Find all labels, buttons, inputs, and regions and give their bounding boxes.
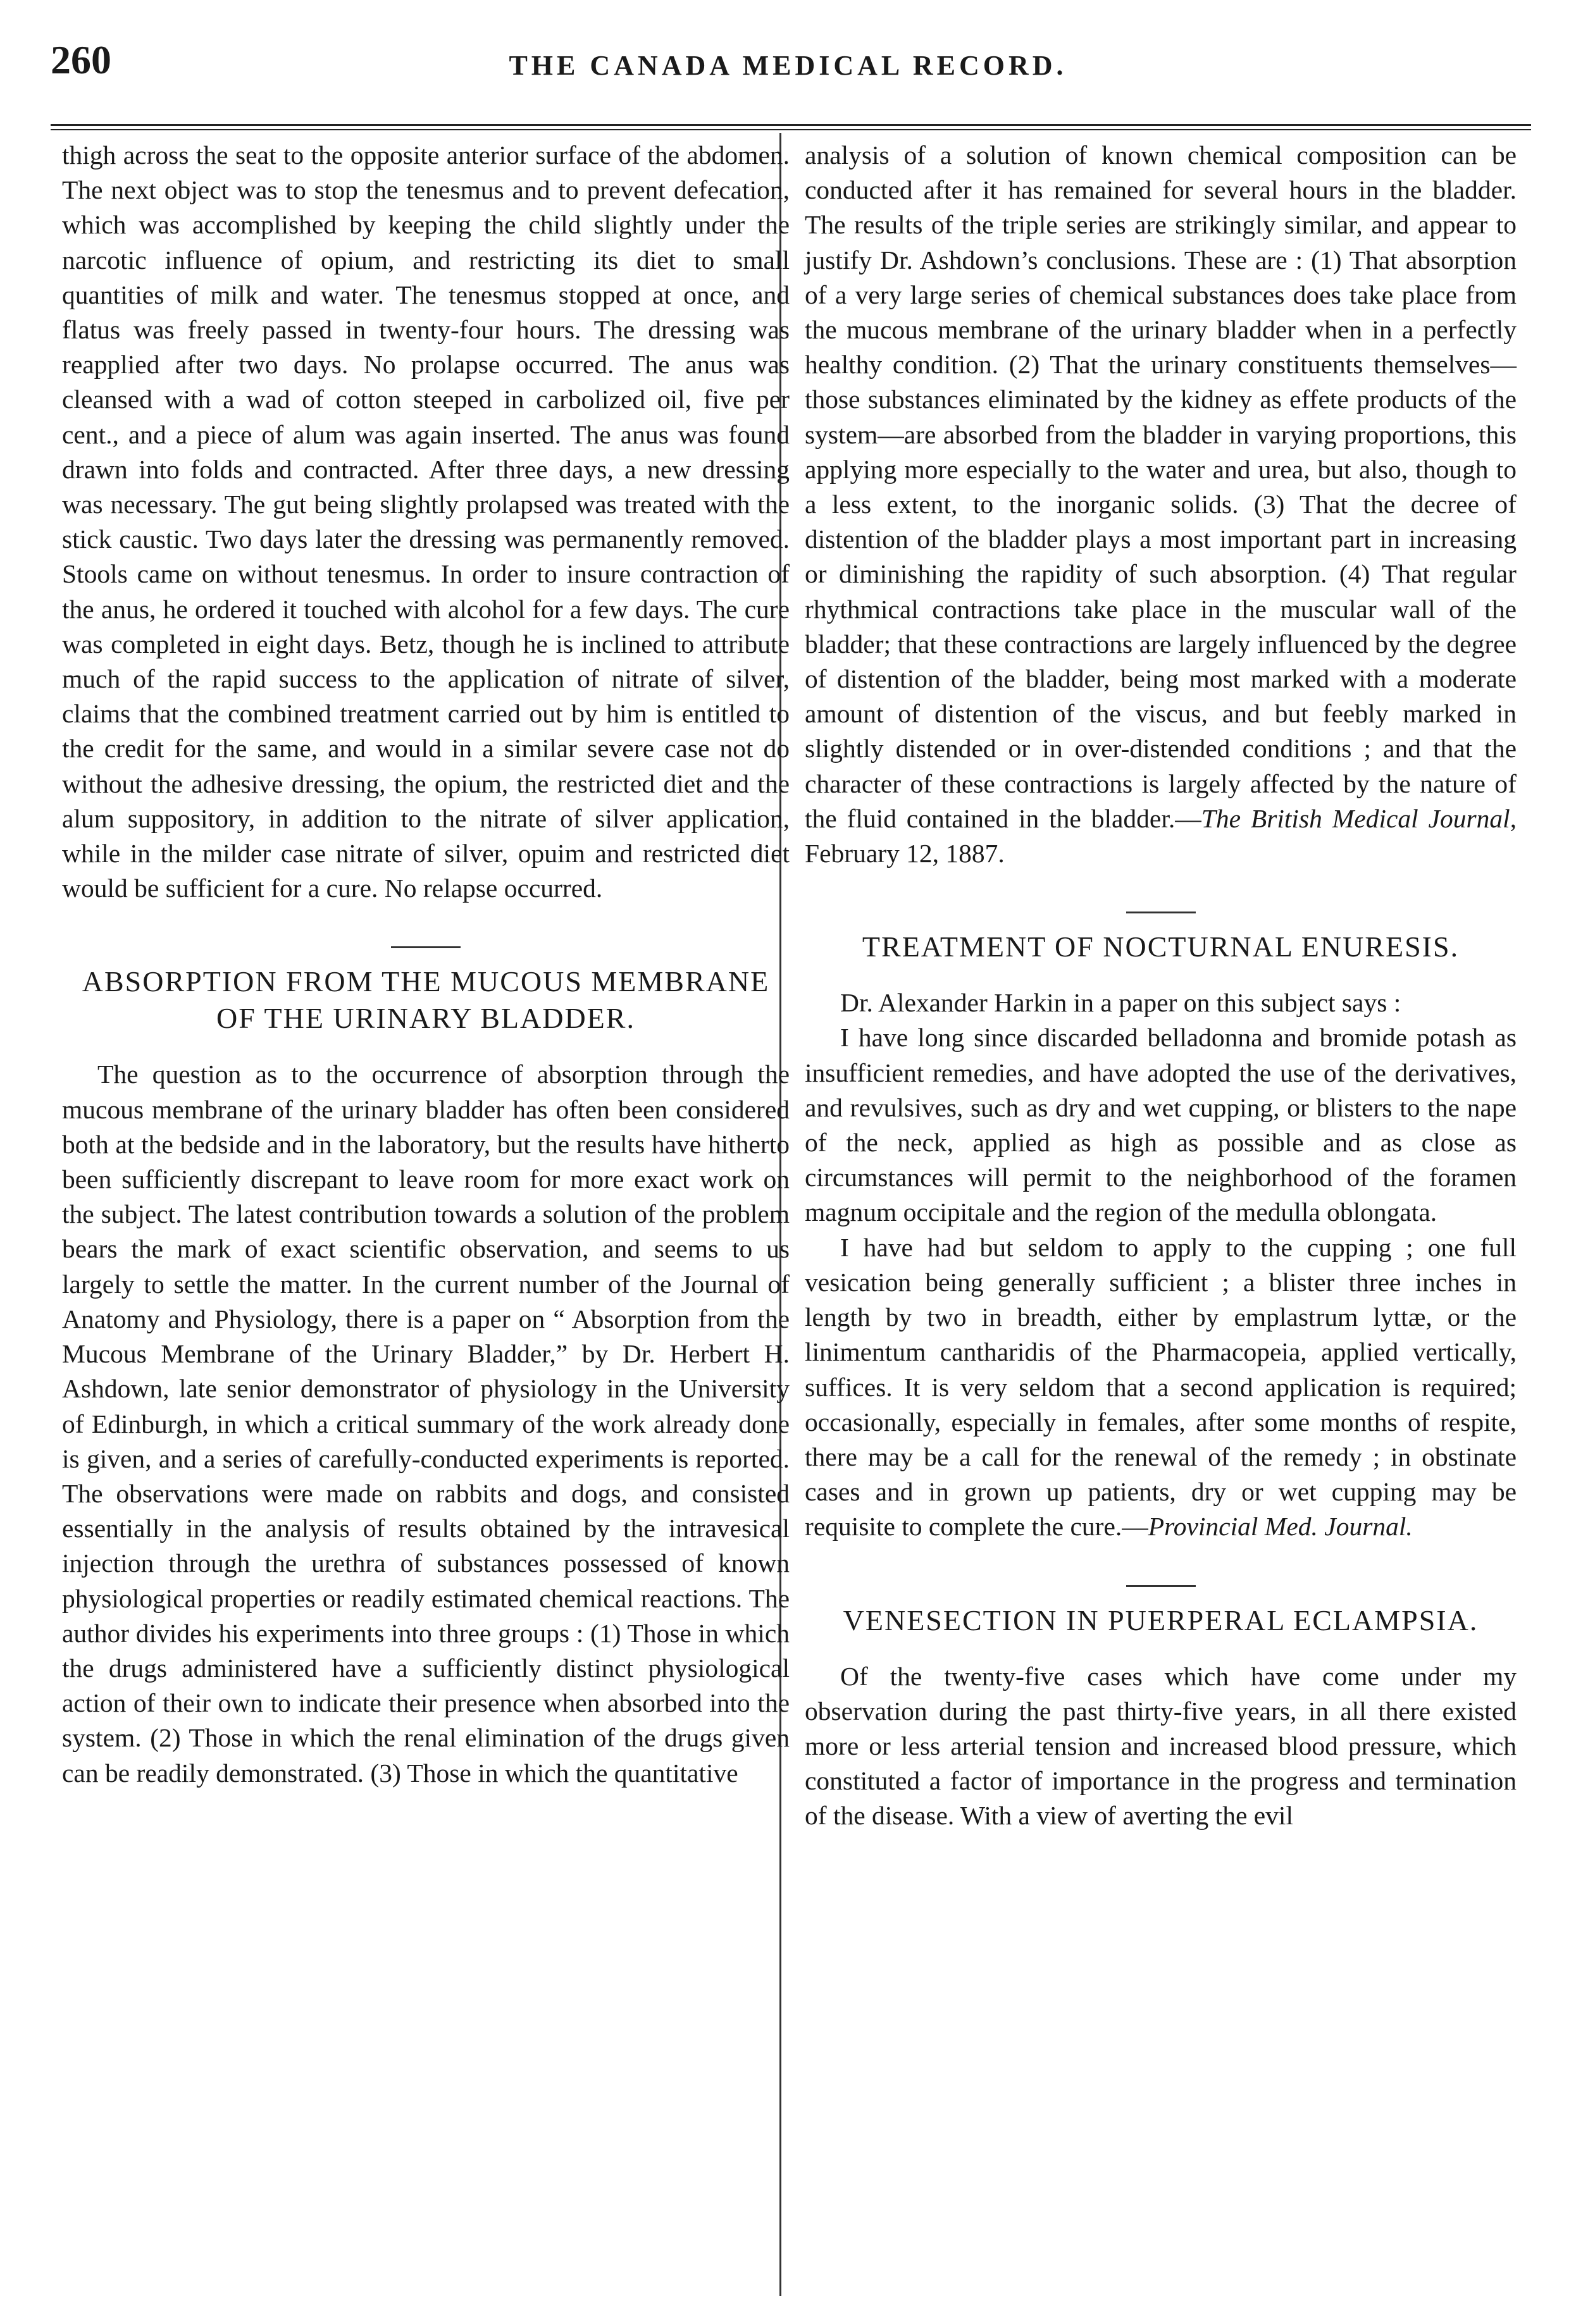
bmj-date: February 12, 1887. [805, 839, 1005, 868]
page-number: 260 [51, 37, 111, 82]
section-title-absorption: ABSORPTION FROM THE MUCOUS MEMBRANE OF THE URINARY BLADDER. [82, 965, 770, 1035]
section-separator [1126, 912, 1196, 913]
section-separator [1126, 1585, 1196, 1587]
right-continuation-text [805, 138, 1517, 871]
section-title-enuresis: TREATMENT OF NOCTURNAL ENURESIS. [862, 930, 1460, 963]
section-separator [391, 946, 461, 948]
left-continuation-text: thigh across the seat to the opposite anterior surface of the abdomen. The next object was to stop the tenesmus and to prevent defecation, which was accomplished by keeping the child slightly under the narcotic influence of opium, and restricting its diet to small quantities of milk and water. The tenesmus stopped at once, and flatus was freely passed in twenty-four hours. The dressing was reapplied after two days. No prolapse occurred. The anus was cleansed with a wad of cotton steeped in carbolized oil, five per cent., and a piece of alum was again inserted. The anus was found drawn into folds and contracted. After three days, a new dressing was necessary. The gut being slightly prolapsed was treated with the stick caustic. Two days later the dressing was permanently removed. Stools came on without tenesmus. In order to insure contraction of the anus, he ordered it touched with alcohol for a few days. The cure was completed in eight days. Betz, though he is inclined to attribute much of the rapid success to the application of nitrate of silver, claims that the combined treatment carried out by him is entitled to the credit for the same, and would in a similar severe case not do without the adhesive dressing, the opium, the restricted diet and the alum suppository, in addition to the nitrate of silver application, while in the milder case nitrate of silver, opuim and restricted diet would be sufficient for a cure. No relapse occurred. [62, 140, 790, 903]
running-title: THE CANADA MEDICAL RECORD. [509, 50, 1067, 81]
venesection-paragraph: Of the twenty-five cases which have come under my observation during the past thirty-five years, in all there existed more or less arterial tension and increased blood pressure, which constituted a factor of importance in the progress and termination of the disease. With a view of averting the evil [805, 1661, 1517, 1831]
enuresis-intro: Dr. Alexander Harkin in a paper on this subject says : [840, 988, 1401, 1018]
bmj-citation: The British Medical Journal, [1201, 803, 1517, 833]
provincial-citation: Provincial Med. Journal. [1148, 1512, 1413, 1542]
section-title-venesection: VENESECTION IN PUERPERAL ECLAMPSIA. [843, 1604, 1479, 1636]
enuresis-paragraph-1: I have long since discarded belladonna and bromide potash as insufficient remedies, and have adopted the use of the derivatives, and revulsives, such as dry and wet cupping, or blisters to the nape of the neck, applied as high as possible and as close as circumstances will permit to the neighborhood of the foramen magnum occipitale and the region of the medulla oblongata. [805, 1023, 1517, 1227]
enuresis-paragraph-2-body: I have had but seldom to apply to the cupping ; one full vesication being generally sufficient ; a blister three inches in length by two in breadth, either by emplastrum lyttæ, or the linimentum cantharidis of the Pharmacopeia, applied vertically, suffices. It is very seldom that a second application is required; occasionally, especially in females, after some months of respite, there may be a call for the renewal of the remedy ; in obstinate cases and in grown up patients, dry or wet cupping may be requisite to complete the cure.— [805, 1232, 1517, 1542]
header-rule [51, 124, 1531, 130]
right-continuation-body: analysis of a solution of known chemical composition can be conducted after it has remained for several hours in the bladder. The results of the triple series are strikingly similar, and appear to justify Dr. Ashdown’s conclusions. These are : (1) That absorption of a very large series of chemical substances does take place from the mucous membrane of the urinary bladder when in a perfectly healthy condition. (2) That the urinary constituents themselves—those substances eliminated by the kidney as effete products of the system—are absorbed from the bladder in varying proportions, this applying more especially to the water and urea, but also, though to a less extent, to the inorganic solids. (3) That the decree of distention of the bladder plays a most important part in increasing or diminishing the rapidity of such absorption. (4) That regular rhythmical contractions take place in the muscular wall of the bladder; that these contractions are largely influenced by the degree of distention of the bladder, being most marked with a moderate amount of distention of the viscus, and but feebly marked in slightly distended or in over-distended conditions ; and that the character of these contractions is largely affected by the nature of the fluid contained in the bladder.— [805, 140, 1517, 833]
absorption-body-text: The question as to the occurrence of absorption through the mucous membrane of the urinary bladder has often been considered both at the bedside and in the laboratory, but the results have hitherto been sufficiently discrepant to leave room for more exact work on the subject. The latest contribution towards a solution of the problem bears the mark of exact scientific observation, and seems to us largely to settle the matter. In the current number of the Journal of Anatomy and Physiology, there is a paper on “ Absorption from the Mucous Membrane of the Urinary Bladder,” by Dr. Herbert H. Ashdown, late senior demonstrator of physiology in the University of Edinburgh, in which a critical summary of the work already done is given, and a series of carefully-conducted experiments is reported. The observations were made on rabbits and dogs, and consisted essentially in the analysis of results obtained by the intravesical injection through the urethra of substances possessed of known physiological properties or readily estimated chemical reactions. The author divides his experiments into three groups : (1) Those in which the drugs administered have a sufficiently distinct physiological action of their own to indicate their presence when absorbed into the system. (2) Those in which the renal elimination of the drugs given can be readily demonstrated. (3) Those in which the quantitative [62, 1060, 790, 1788]
enuresis-paragraph-2 [805, 1230, 1517, 1545]
right-column [805, 138, 1517, 1834]
left-column [62, 138, 790, 1791]
